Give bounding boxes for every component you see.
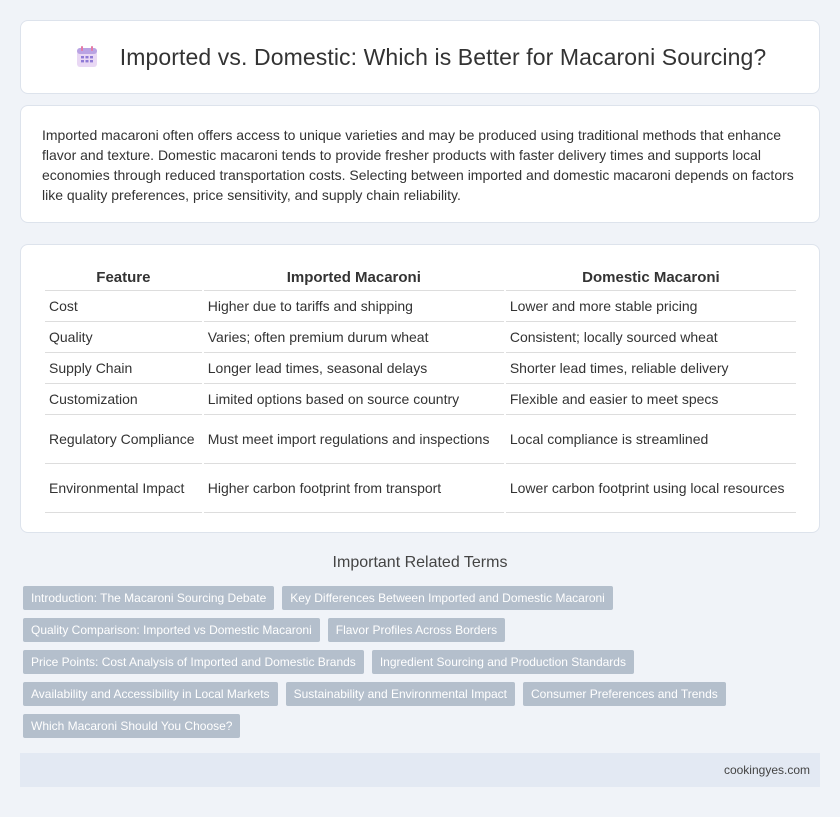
table-cell: Flexible and easier to meet specs (506, 384, 796, 415)
footer-site-link[interactable]: cookingyes.com (723, 763, 810, 777)
related-term-tag[interactable]: Availability and Accessibility in Local Markets (23, 682, 278, 706)
related-term-tag[interactable]: Key Differences Between Imported and Domestic Macaroni (282, 586, 613, 610)
table-cell: Shorter lead times, reliable delivery (506, 353, 796, 384)
table-cell: Lower and more stable pricing (506, 291, 796, 322)
related-terms-list (23, 586, 823, 746)
related-terms-title: Important Related Terms (332, 554, 508, 571)
calendar-icon (74, 44, 100, 70)
related-term-tag[interactable]: Price Points: Cost Analysis of Imported and Domestic Brands (23, 650, 364, 674)
table-cell: Cost (45, 291, 202, 322)
table-cell: Limited options based on source country (204, 384, 504, 415)
intro-card (20, 105, 820, 223)
table-cell: Supply Chain (45, 353, 202, 384)
table-cell: Lower carbon footprint using local resources (506, 464, 796, 513)
related-term-tag[interactable]: Introduction: The Macaroni Sourcing Debate (23, 586, 274, 610)
intro-text: Imported macaroni often offers access to unique varieties and may be produced using traditional methods that enhance flavor and texture. Domestic macaroni tends to provide fresher products with faster delivery times and supports local economies through reduced transportation costs. Selecting between imported and domestic macaroni depends on factors like quality preferences, price sensitivity, and supply chain reliability. (42, 127, 794, 203)
title-card (20, 20, 820, 94)
table-cell: Local compliance is streamlined (506, 415, 796, 464)
table-row (45, 322, 796, 353)
related-term-tag[interactable]: Flavor Profiles Across Borders (328, 618, 505, 642)
footer (20, 753, 820, 787)
column-header: Domestic Macaroni (506, 265, 796, 291)
table-row (45, 464, 796, 513)
table-row (45, 415, 796, 464)
related-term-tag[interactable]: Consumer Preferences and Trends (523, 682, 726, 706)
table-cell: Must meet import regulations and inspections (204, 415, 504, 464)
comparison-table (43, 265, 798, 513)
related-term-tag[interactable]: Sustainability and Environmental Impact (286, 682, 515, 706)
column-header: Imported Macaroni (204, 265, 504, 291)
table-cell: Consistent; locally sourced wheat (506, 322, 796, 353)
table-cell: Customization (45, 384, 202, 415)
page-title: Imported vs. Domestic: Which is Better for Macaroni Sourcing? (119, 43, 767, 70)
table-cell: Higher due to tariffs and shipping (204, 291, 504, 322)
table-row (45, 384, 796, 415)
table-header-row (45, 265, 796, 291)
related-term-tag[interactable]: Ingredient Sourcing and Production Standards (372, 650, 634, 674)
column-header: Feature (45, 265, 202, 291)
table-cell: Varies; often premium durum wheat (204, 322, 504, 353)
table-cell: Higher carbon footprint from transport (204, 464, 504, 513)
related-term-tag[interactable]: Quality Comparison: Imported vs Domestic Macaroni (23, 618, 320, 642)
table-cell: Environmental Impact (45, 464, 202, 513)
table-cell: Regulatory Compliance (45, 415, 202, 464)
related-term-tag[interactable]: Which Macaroni Should You Choose? (23, 714, 240, 738)
table-cell: Longer lead times, seasonal delays (204, 353, 504, 384)
table-cell: Quality (45, 322, 202, 353)
comparison-table-card (20, 244, 820, 533)
table-row (45, 291, 796, 322)
table-row (45, 353, 796, 384)
